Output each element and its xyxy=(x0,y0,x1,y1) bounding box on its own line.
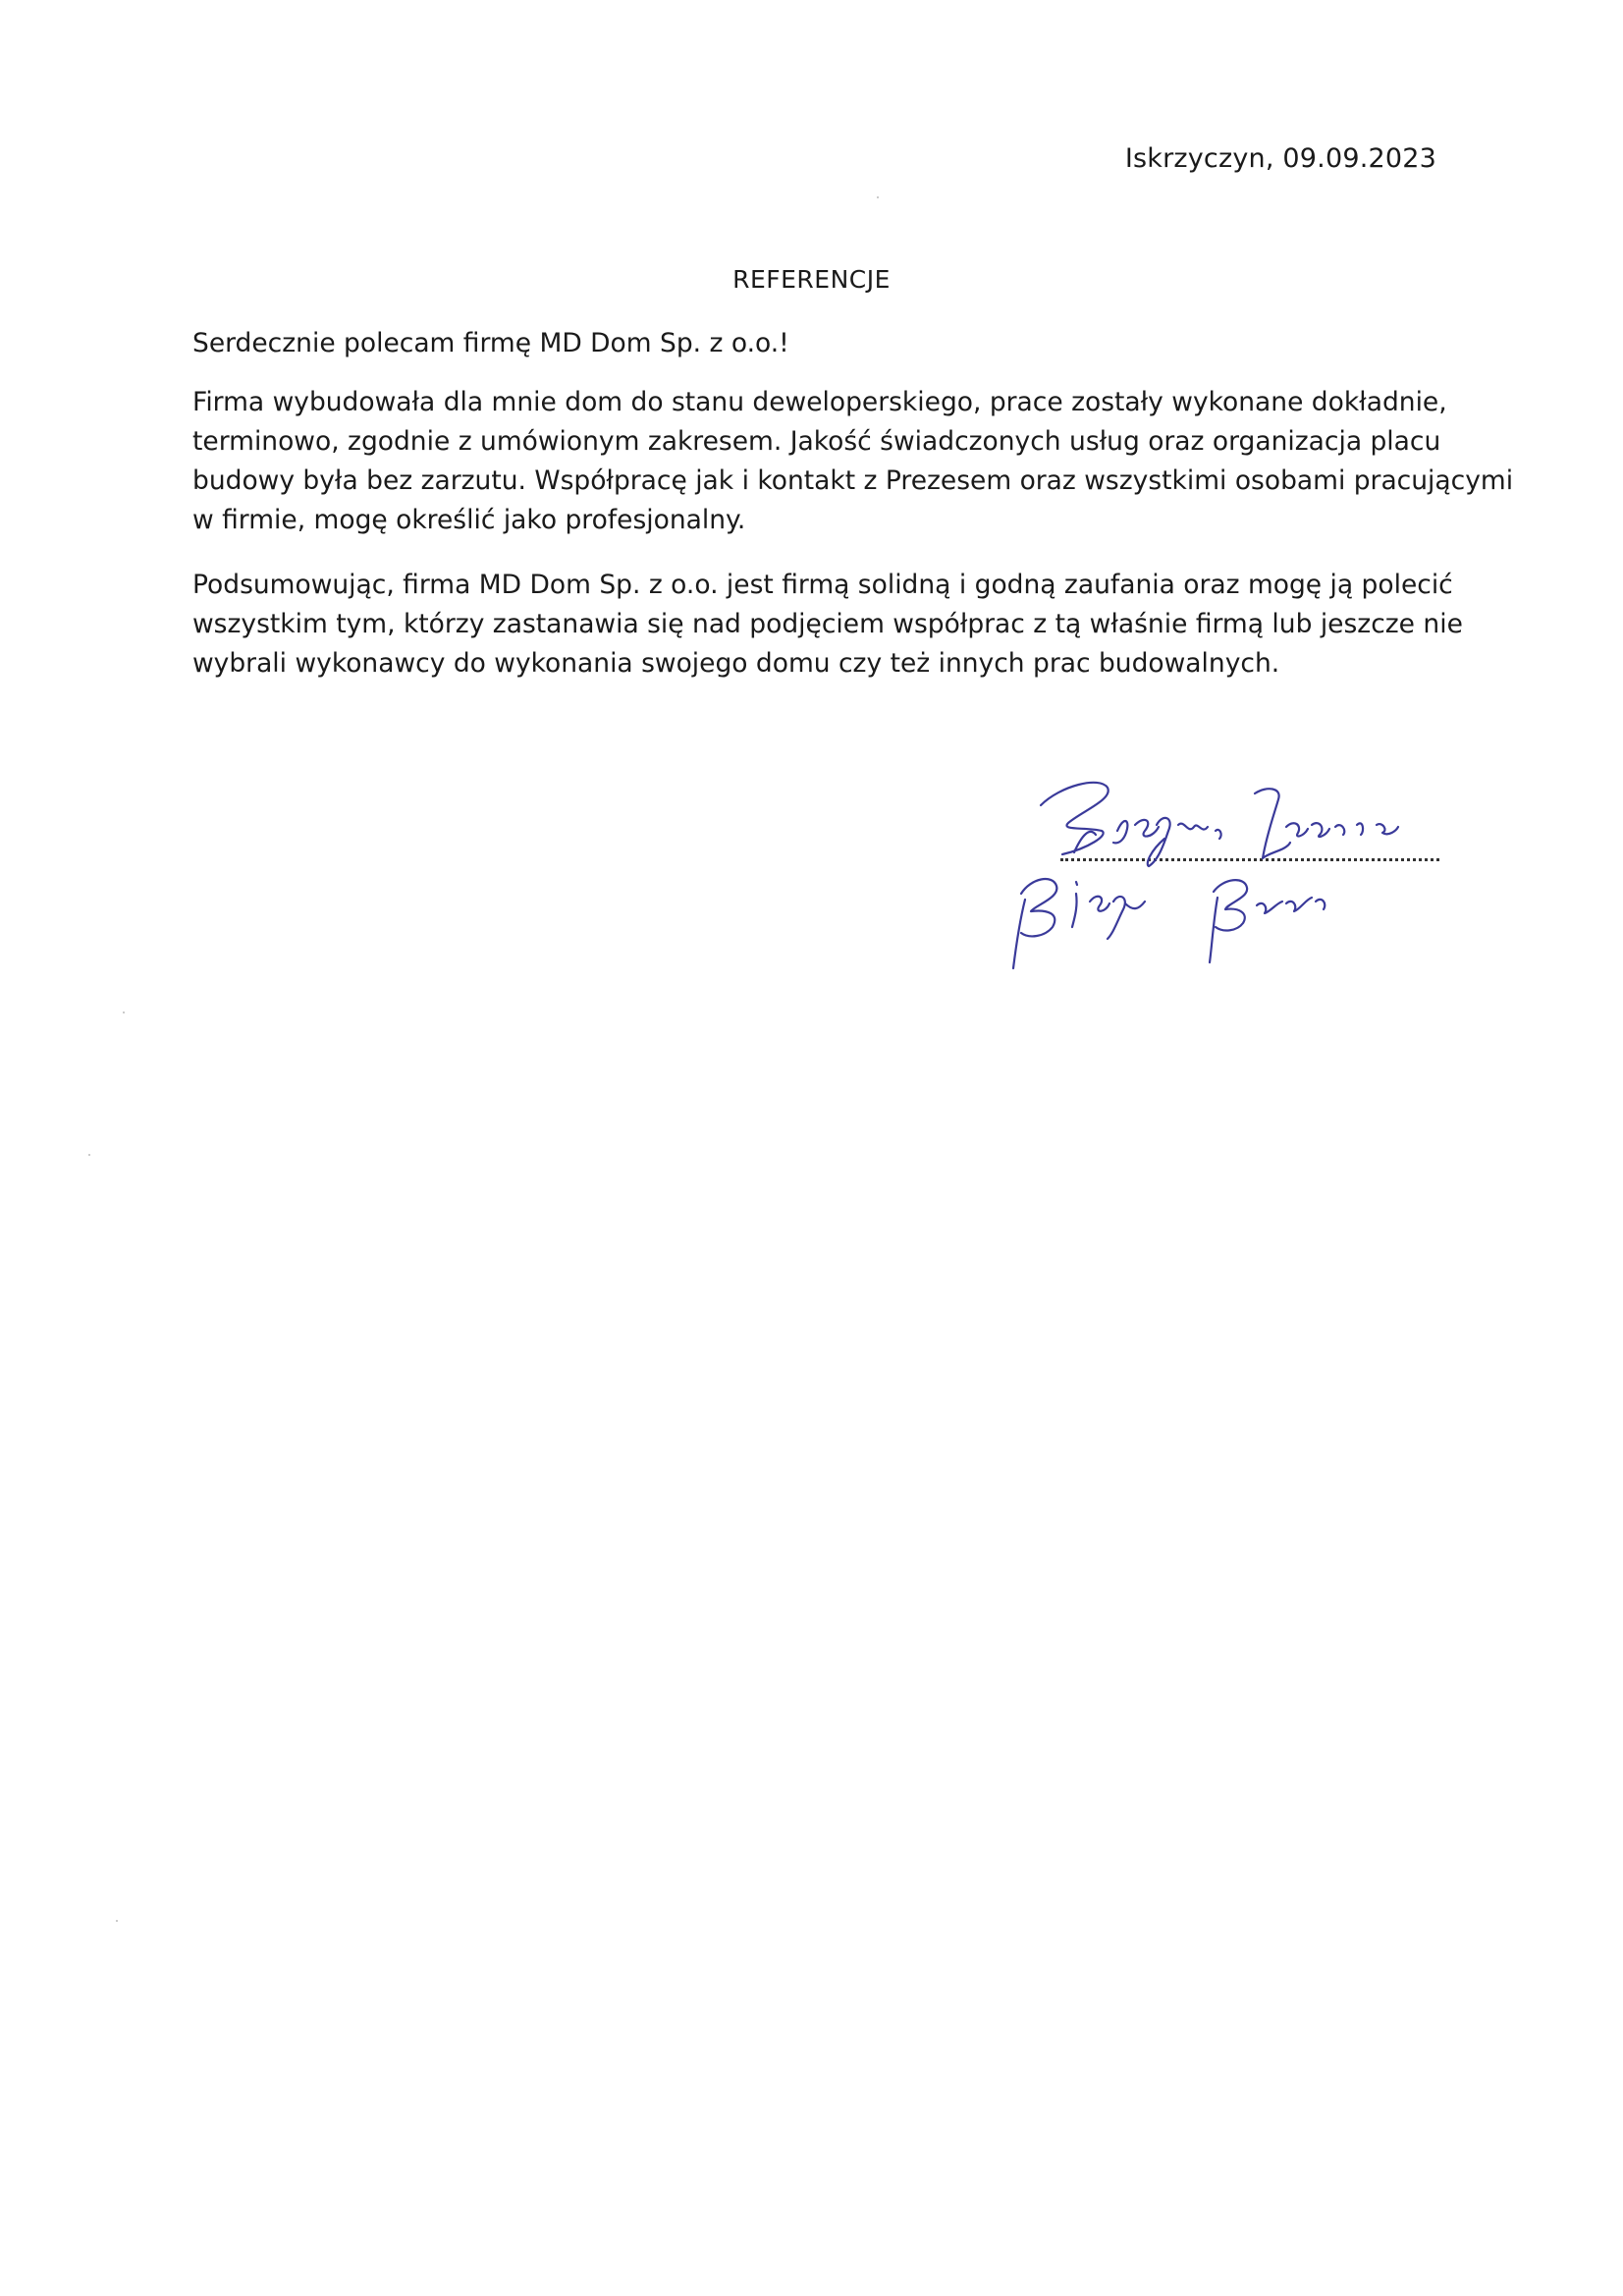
place-and-date: Iskrzyczyn, 09.09.2023 xyxy=(1124,143,1436,174)
document-title xyxy=(0,265,1623,294)
scan-speck xyxy=(88,1154,90,1156)
greeting xyxy=(192,324,1469,363)
paragraph-1-line: budowy była bez zarzutu. Współpracę jak i kontakt z Prezesem oraz wszystkimi osobami pracującymi xyxy=(192,465,1514,496)
paragraph-2-line: Podsumowując, firma MD Dom Sp. z o.o. jest firmą solidną i godną zaufania oraz mogę ją polecić xyxy=(192,570,1453,600)
document-title-text: REFERENCJE xyxy=(732,265,891,294)
scan-speck xyxy=(877,196,879,198)
handwritten-signature xyxy=(992,766,1463,1011)
paragraph-1 xyxy=(192,383,1514,540)
paragraph-1-line: w firmie, mogę określić jako profesjonalny. xyxy=(192,505,746,535)
paragraph-2 xyxy=(192,566,1469,683)
greeting-line: Serdecznie polecam firmę MD Dom Sp. z o.o.! xyxy=(192,328,789,358)
scan-speck xyxy=(123,1011,125,1013)
paragraph-2-line: wybrali wykonawcy do wykonania swojego domu czy też innych prac budowalnych. xyxy=(192,648,1280,679)
paragraph-1-line: terminowo, zgodnie z umówionym zakresem. Jakość świadczonych usług oraz organizacja placu xyxy=(192,426,1441,457)
paragraph-2-line: wszystkim tym, którzy zastanawia się nad podjęciem współprac z tą właśnie firmą lub jeszcze nie xyxy=(192,609,1463,639)
paragraph-1-line: Firma wybudowała dla mnie dom do stanu deweloperskiego, prace zostały wykonane dokładnie, xyxy=(192,387,1447,417)
scan-speck xyxy=(116,1920,118,1922)
